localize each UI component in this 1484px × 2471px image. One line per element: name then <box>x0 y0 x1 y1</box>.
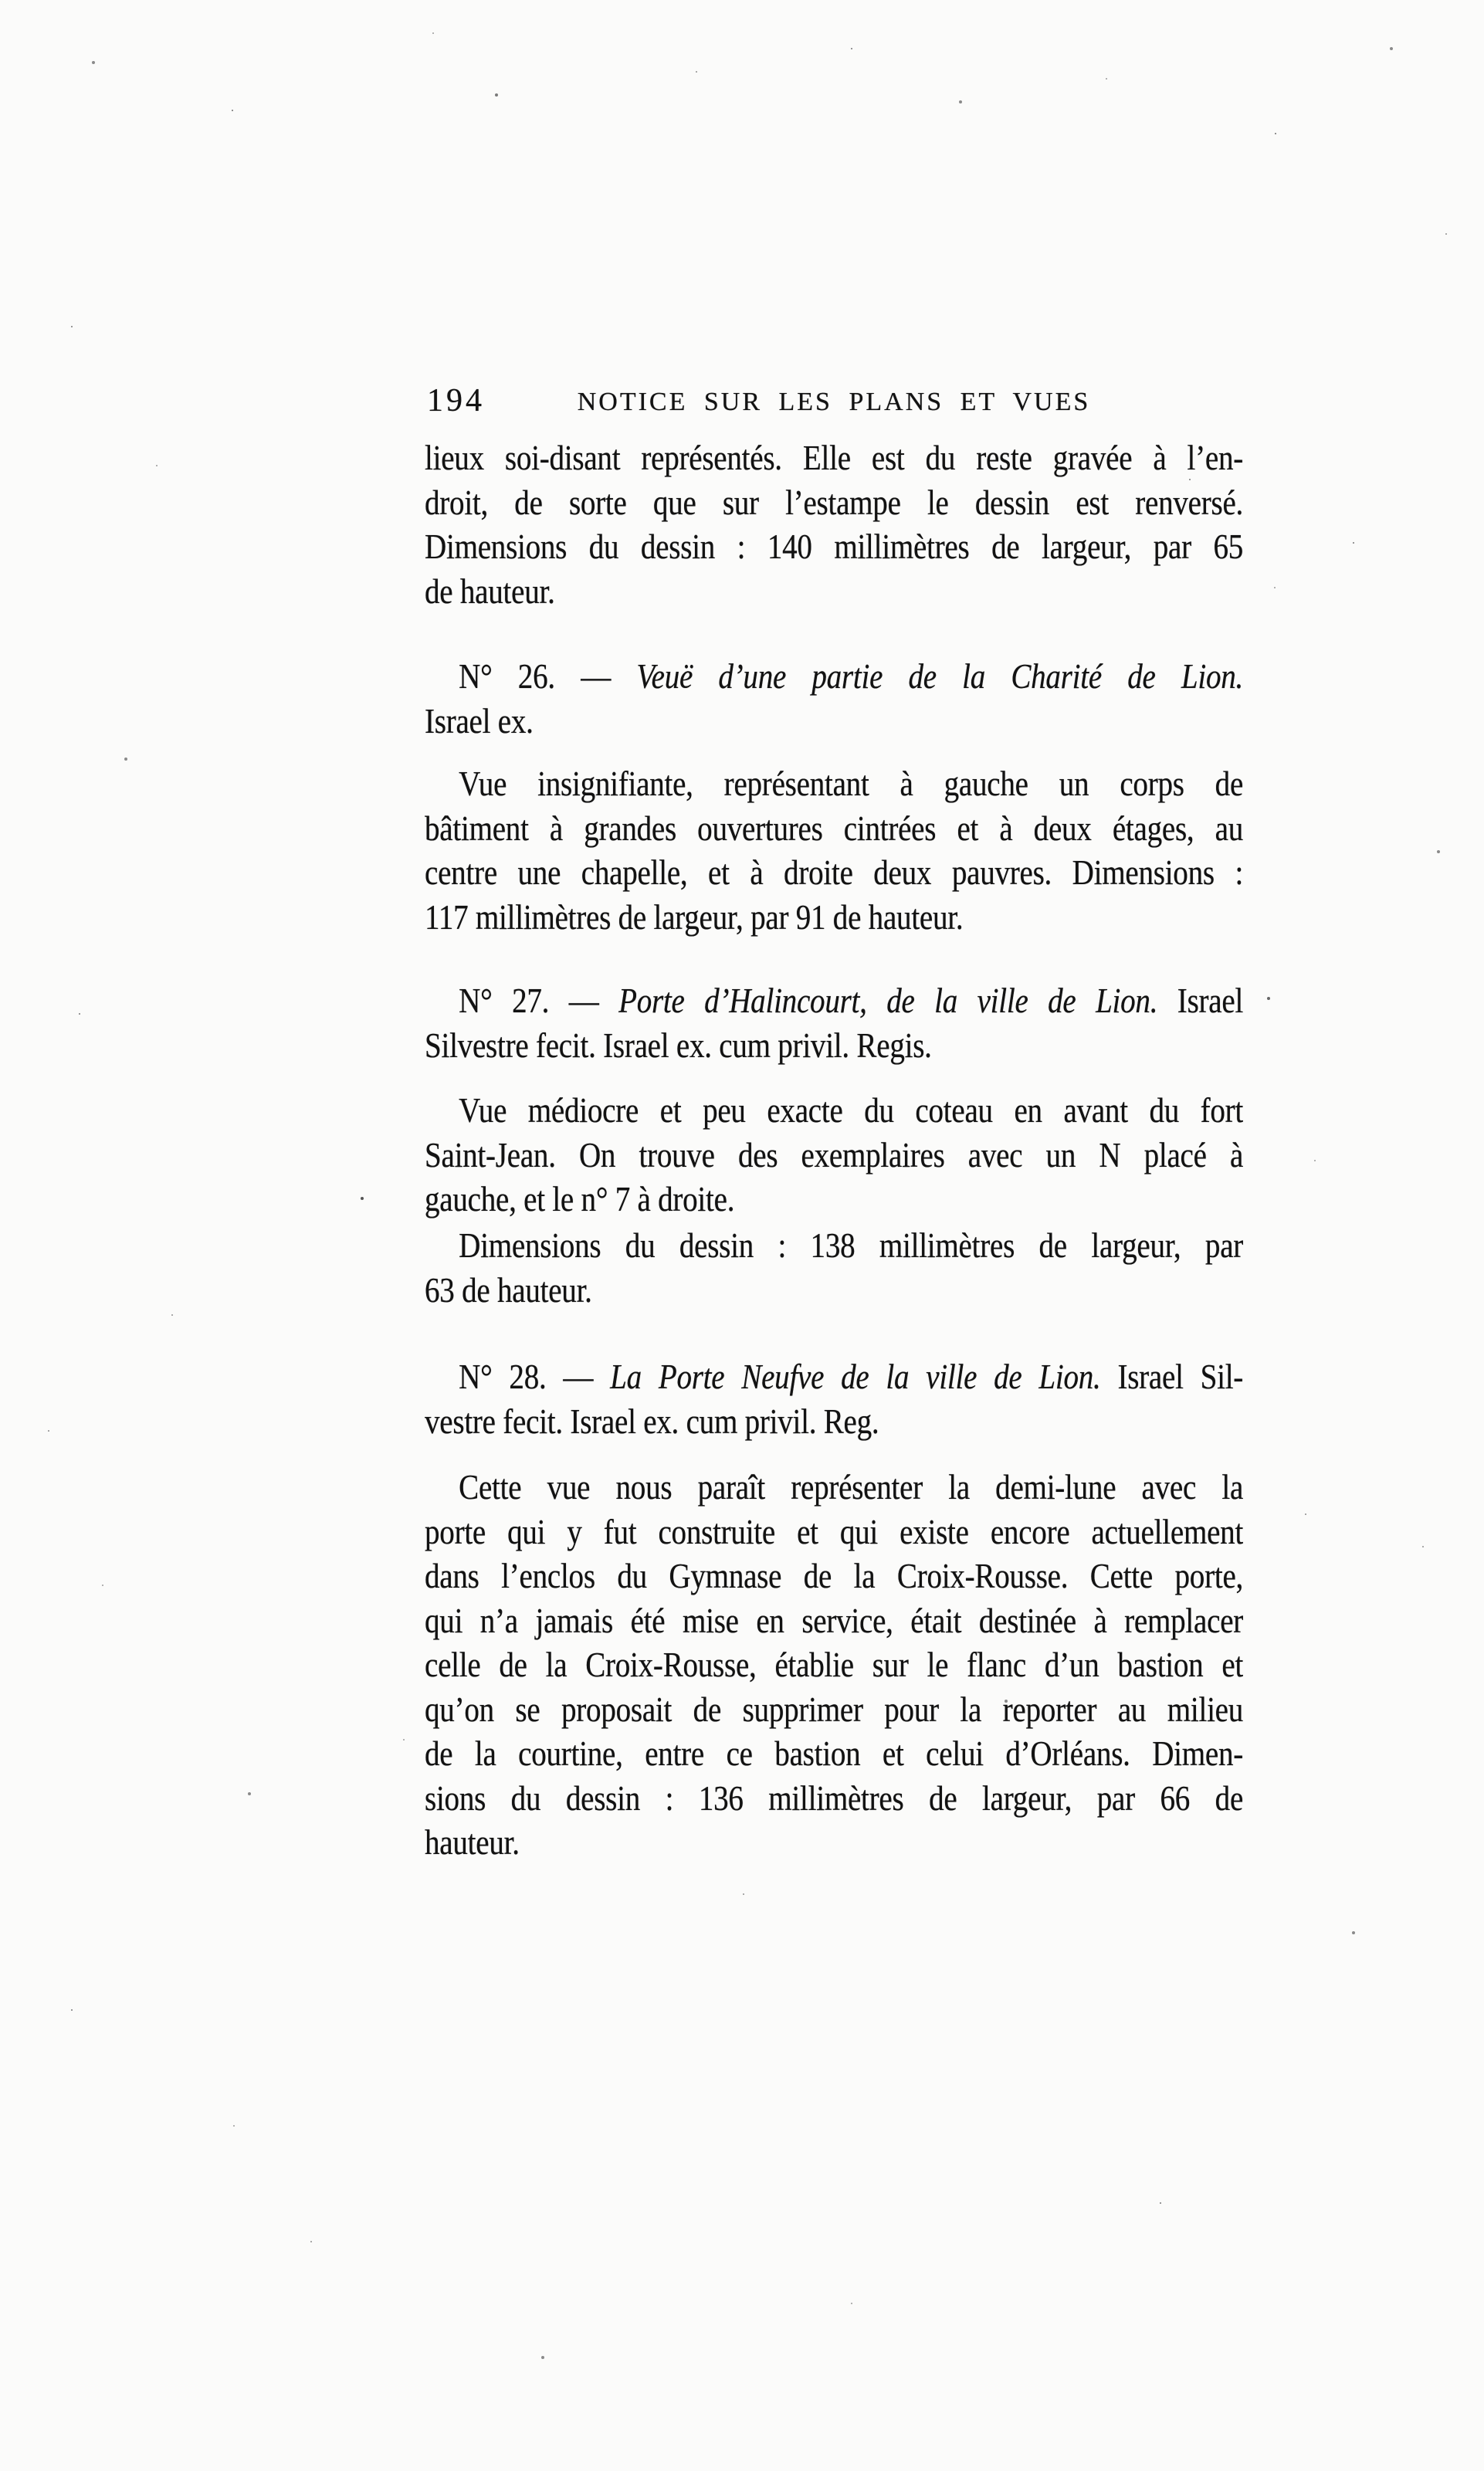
text-line: centre une chapelle, et à droite deux pauvres. Dimensions : <box>425 852 1244 892</box>
entry-28-heading <box>425 1354 1243 1443</box>
entry-title-line <box>425 1354 1243 1399</box>
text-line: Dimensions du dessin : 138 millimètres de largeur, par <box>459 1225 1244 1265</box>
text-line: sions du dessin : 136 millimètres de largeur, par 66 de <box>425 1778 1244 1818</box>
entry-26-description <box>425 761 1243 939</box>
entry-title-line <box>425 978 1243 1023</box>
running-header: NOTICE SUR LES PLANS ET VUES <box>577 388 1091 416</box>
text-line: Cette vue nous paraît représenter la demi-lune avec la <box>459 1467 1244 1507</box>
entry-credit: Silvestre fecit. Israel ex. cum privil. Regis. <box>425 1025 932 1065</box>
dash: — <box>563 1357 594 1396</box>
entry-title-line <box>425 654 1243 699</box>
text-line: de la courtine, entre ce bastion et celui d’Orléans. Dimen- <box>425 1734 1244 1773</box>
entry-title: Porte d’Halincourt, de la ville de Lion. <box>618 981 1158 1020</box>
entry-27-dimensions <box>425 1223 1243 1312</box>
text-line: qu’on se proposait de supprimer pour la reporter au milieu <box>425 1689 1244 1729</box>
entry-number: N° 27. <box>459 981 550 1020</box>
text-line: bâtiment à grandes ouvertures cintrées et à deux étages, au <box>425 808 1244 848</box>
text-line: qui n’a jamais été mise en service, était destinée à remplacer <box>425 1600 1244 1640</box>
text-line: hauteur. <box>425 1822 520 1862</box>
entry-credit: vestre fecit. Israel ex. cum privil. Reg. <box>425 1401 879 1441</box>
text-line: dans l’enclos du Gymnase de la Croix-Rousse. Cette porte, <box>425 1556 1244 1595</box>
text-line: droit, de sorte que sur l’estampe le dessin est renversé. <box>425 482 1244 522</box>
text-line: Vue insignifiante, représentant à gauche un corps de <box>459 764 1244 803</box>
text-line: lieux soi-disant représentés. Elle est du reste gravée à l’en- <box>425 438 1244 477</box>
text-line: porte qui y fut construite et qui existe encore actuellement <box>425 1511 1244 1551</box>
dash: — <box>581 656 612 696</box>
text-line: celle de la Croix-Rousse, établie sur le flanc d’un bastion et <box>425 1645 1244 1684</box>
dash: — <box>568 981 599 1020</box>
scan-noise <box>0 0 2 2</box>
entry-28-description <box>425 1465 1243 1865</box>
entry-26-heading <box>425 654 1243 743</box>
entry-number: N° 26. <box>459 656 555 696</box>
entry-27-heading <box>425 978 1243 1067</box>
text-line: 63 de hauteur. <box>425 1269 592 1310</box>
entry-title: La Porte Neufve de la ville de Lion. <box>610 1357 1101 1396</box>
page-number: 194 <box>427 383 485 419</box>
paragraph-continuation <box>425 436 1243 613</box>
entry-27-description <box>425 1088 1243 1222</box>
text-line: 117 millimètres de largeur, par 91 de hauteur. <box>425 897 964 937</box>
entry-title-tail: Israel <box>1177 981 1244 1020</box>
entry-title-tail: Israel Sil- <box>1117 1357 1244 1396</box>
text-line: Dimensions du dessin : 140 millimètres de largeur, par 65 <box>425 527 1244 566</box>
entry-title: Veuë d’une partie de la Charité de Lion. <box>636 656 1244 696</box>
entry-number: N° 28. <box>459 1357 547 1396</box>
text-line: gauche, et le n° 7 à droite. <box>425 1179 735 1219</box>
text-line: Saint-Jean. On trouve des exemplaires avec un N placé à <box>425 1134 1244 1174</box>
entry-credit: Israel ex. <box>425 700 534 741</box>
text-line: de hauteur. <box>425 571 555 611</box>
text-line: Vue médiocre et peu exacte du coteau en avant du fort <box>459 1090 1244 1130</box>
